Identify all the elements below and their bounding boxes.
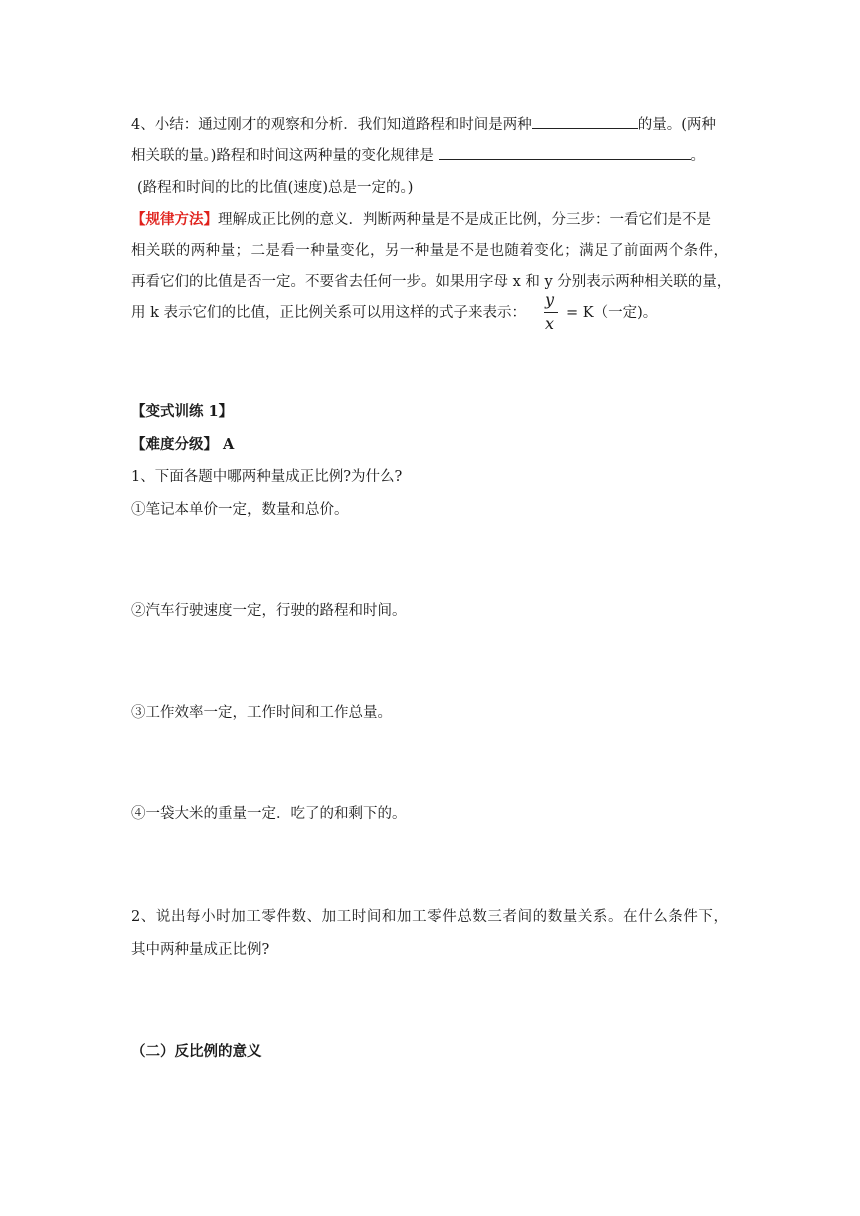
summary-line-2: [131, 145, 705, 166]
question-2-line-1: 2、说出每小时加工零件数、加工时间和加工零件总数三者间的数量关系。在什么条件下，: [131, 909, 728, 925]
summary-line-1: [131, 114, 716, 135]
method-line-2: 相关联的两种量；二是看一种量变化，另一种量是不是也随着变化；满足了前面两个条件，: [131, 243, 728, 259]
question-1-item-4: ④一袋大米的重量一定．吃了的和剩下的。: [131, 806, 407, 822]
question-1-item-2: ②汽车行驶速度一定，行驶的路程和时间。: [131, 603, 407, 619]
method-line-4-text: 用 k 表示它们的比值，正比例关系可以用这样的式子来表示：: [131, 305, 527, 321]
method-line-4: [131, 303, 526, 323]
method-line-1: [131, 210, 711, 230]
method-tag: 【规律方法】: [131, 211, 218, 228]
method-line-3: 再看它们的比值是否一定。不要省去任何一步。如果用字母 x 和 y 分别表示两种相关联的量，: [131, 274, 732, 290]
fraction-bar: [544, 312, 558, 313]
training-title: 【变式训练 1】: [131, 403, 234, 420]
question-1: 1、下面各题中哪两种量成正比例?为什么?: [131, 469, 403, 485]
method-line-1-text: 理解成正比例的意义．判断两种量是不是成正比例，分三步：一看它们是不是: [218, 212, 711, 228]
section-2-title: （二）反比例的意义: [131, 1043, 262, 1060]
question-1-item-3: ③工作效率一定，工作时间和工作总量。: [131, 705, 392, 721]
summary-line-1-end: 的量。(两种: [637, 117, 716, 133]
summary-line-1-text: 4、小结：通过刚才的观察和分析．我们知道路程和时间是两种: [131, 117, 532, 133]
answer-blank-2[interactable]: [439, 145, 691, 160]
question-2-line-2: 其中两种量成正比例?: [131, 942, 270, 958]
summary-note: (路程和时间的比的比值(速度)总是一定的。): [137, 180, 414, 196]
fraction-denominator: x: [545, 314, 555, 333]
summary-line-2-end: 。: [690, 148, 706, 164]
fraction-numerator: y: [545, 290, 555, 309]
summary-line-2-text: 相关联的量。)路程和时间这两种量的变化规律是: [131, 148, 434, 164]
method-line-4-end: = K（一定)。: [566, 305, 658, 321]
ratio-fraction: [544, 290, 560, 336]
difficulty-level: 【难度分级】 A: [131, 436, 235, 453]
answer-blank-1[interactable]: [532, 114, 638, 129]
question-1-item-1: ①笔记本单价一定，数量和总价。: [131, 502, 349, 518]
